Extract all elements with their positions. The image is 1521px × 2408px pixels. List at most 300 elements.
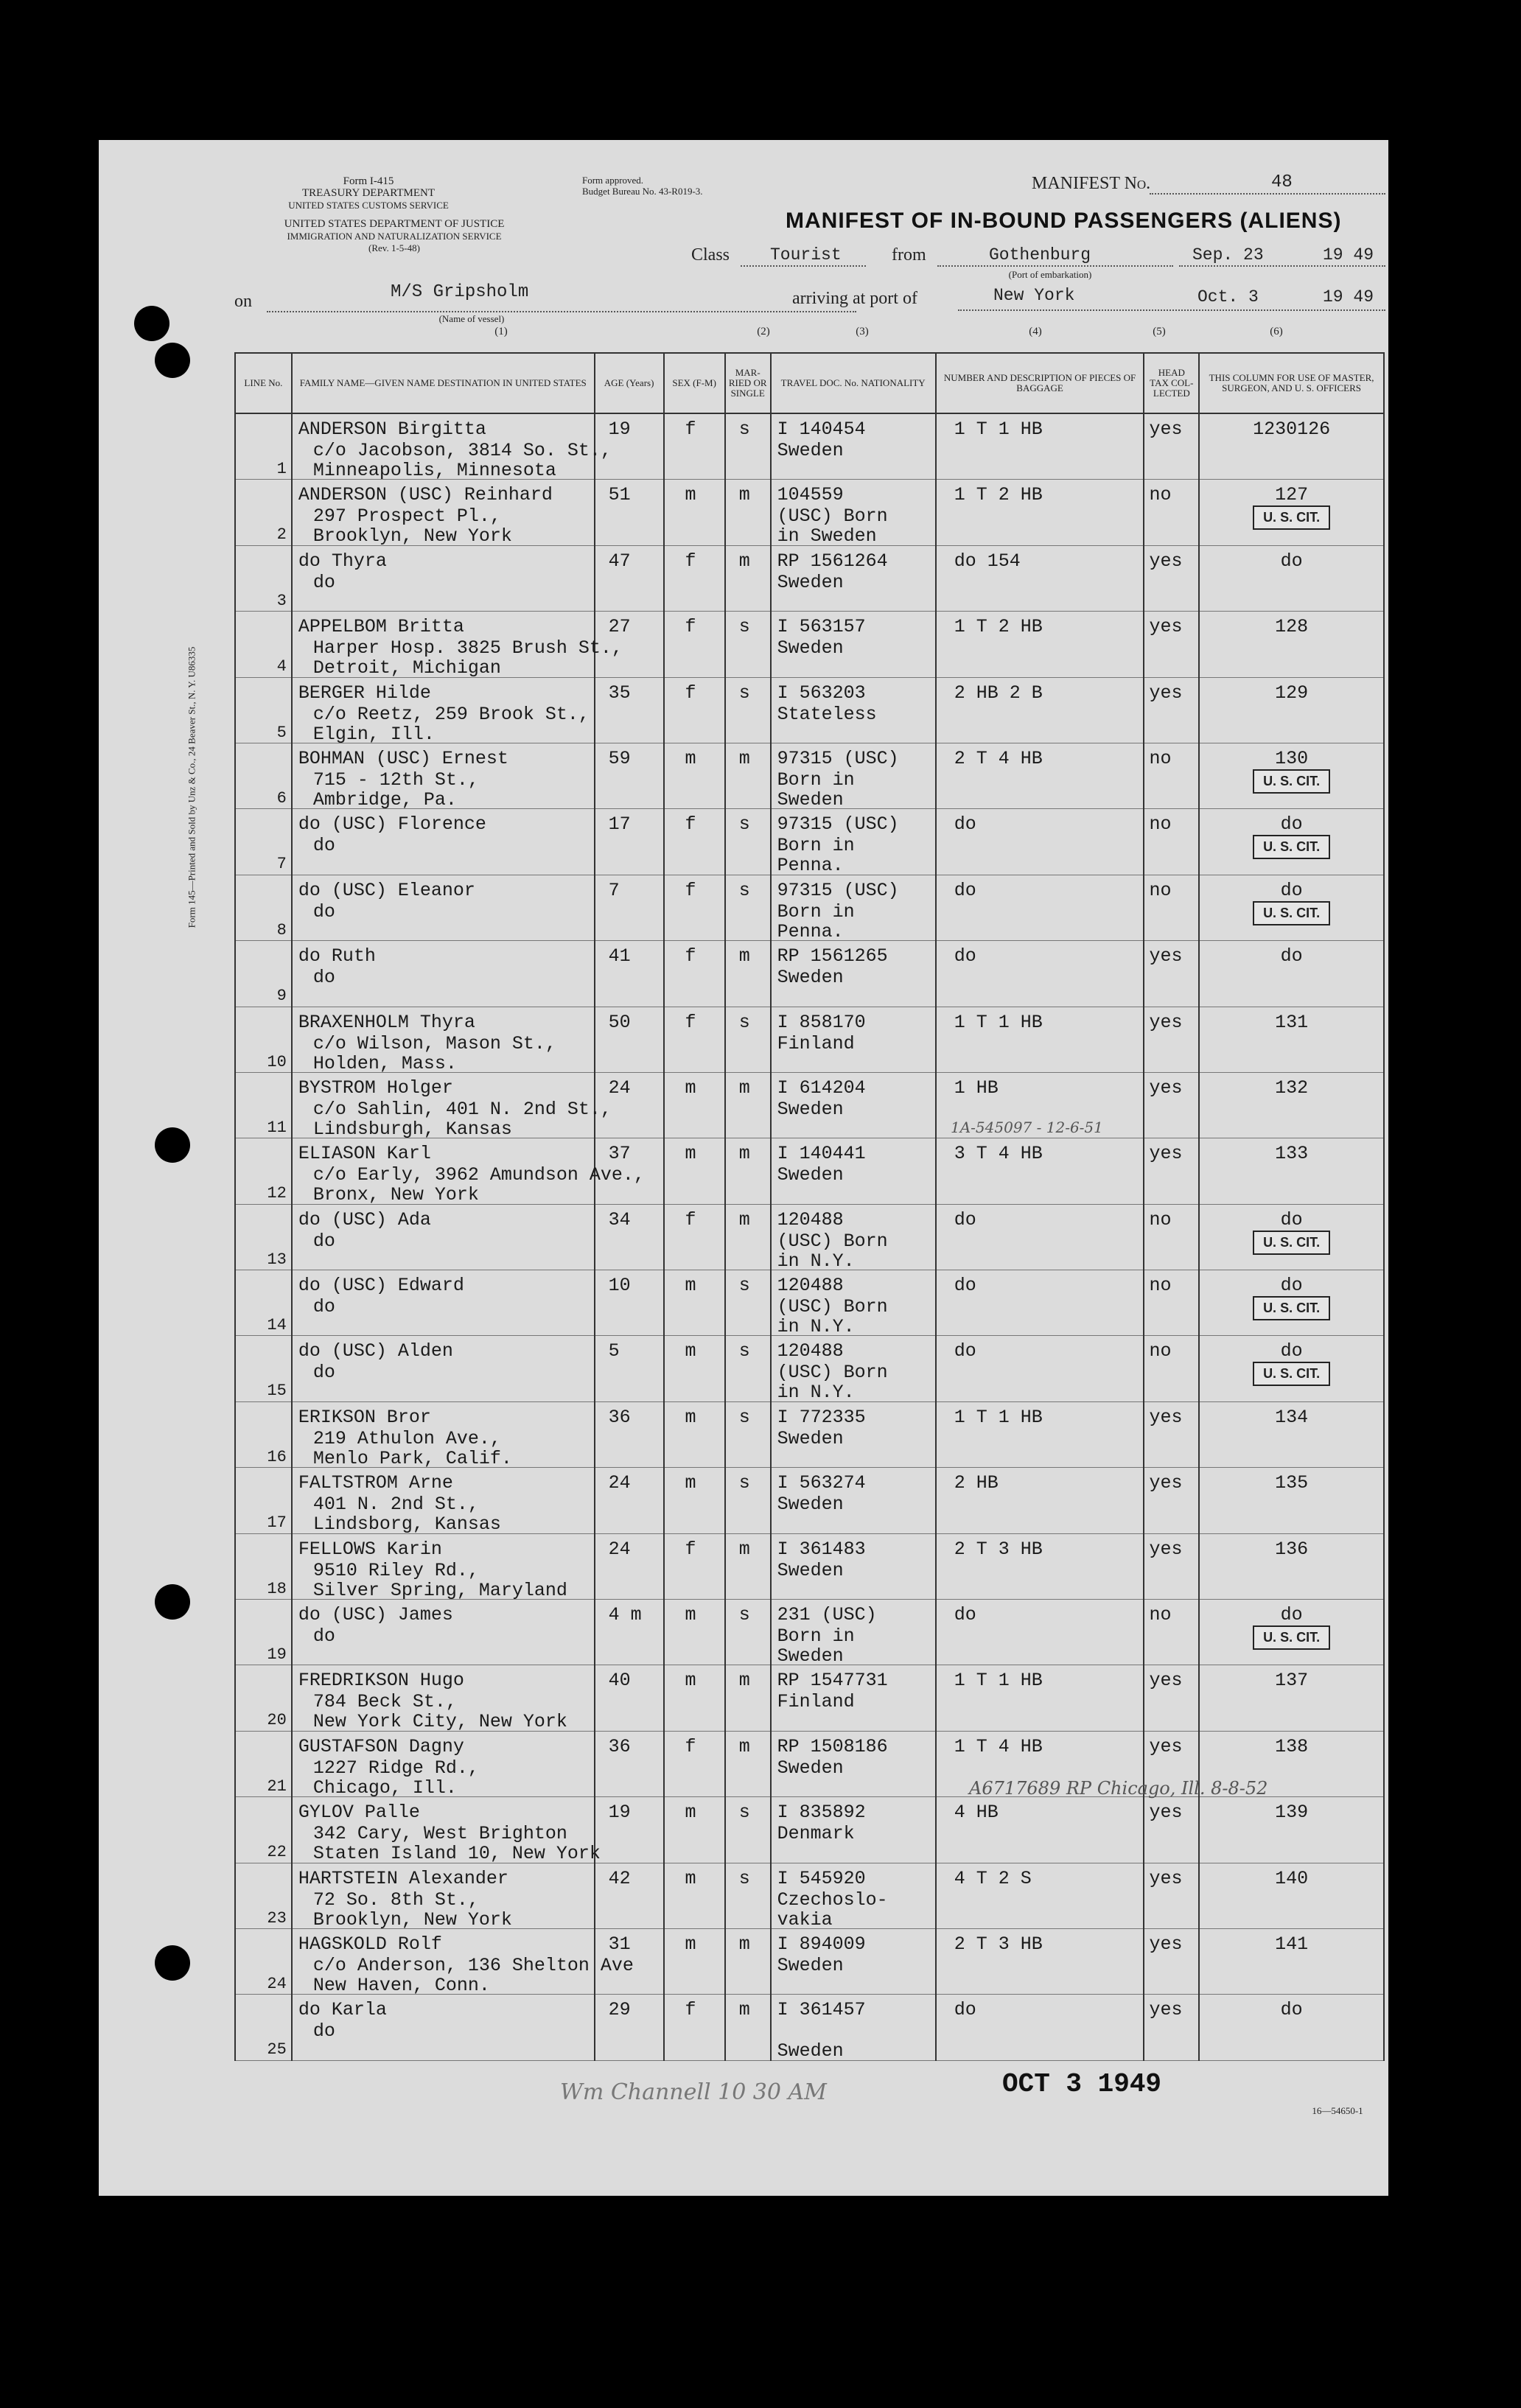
sex-value: m [685,1604,696,1626]
cell-baggage [936,1665,1144,1731]
nationality: Denmark [777,1823,855,1845]
destination-line-1: do [312,1362,335,1384]
cell-head-tax [1144,1600,1199,1665]
cell-age [595,1928,664,1994]
cell-travel-doc [771,413,936,480]
cell-line-number [235,1928,292,1994]
cell-travel-doc [771,545,936,611]
passenger-name: do (USC) Edward [298,1275,464,1297]
table-row [235,1270,1384,1336]
officer-number: 127 [1275,484,1309,506]
destination-line-1: 297 Prospect Pl., [312,505,501,528]
passenger-name: FALTSTROM Arne [298,1472,453,1494]
cell-baggage [936,1204,1144,1270]
cell-age [595,1533,664,1599]
cell-officer-use [1199,809,1384,875]
travel-doc-number: I 563274 [777,1472,866,1494]
age-value: 36 [608,1406,631,1428]
passenger-name: ANDERSON (USC) Reinhard [298,484,553,506]
cell-sex [664,413,725,480]
table-row [235,545,1384,611]
travel-doc-number: 231 (USC) [777,1604,877,1626]
handwritten-note-row11: 1A-545097 - 12-6-51 [951,1119,1103,1136]
destination-line-1: 72 So. 8th St., [312,1889,479,1911]
cell-travel-doc [771,1204,936,1270]
travel-doc-number: I 894009 [777,1933,866,1955]
marital-value: s [738,879,750,901]
vessel-name: M/S Gripsholm [391,282,529,302]
cell-officer-use [1199,677,1384,743]
cell-marital [725,1336,771,1401]
cell-marital [725,1928,771,1994]
passenger-name: do Karla [298,1999,387,2021]
marital-value: m [738,1208,750,1231]
destination-line-1: c/o Anderson, 136 Shelton Ave [312,1954,634,1976]
table-row [235,1401,1384,1467]
us-citizen-stamp: U. S. CIT. [1253,901,1330,925]
cell-head-tax [1144,1138,1199,1204]
cell-officer-use [1199,1600,1384,1665]
cell-sex [664,1138,725,1204]
cell-baggage [936,1797,1144,1863]
sex-value: f [685,1735,696,1757]
cell-name-destination [292,1665,595,1731]
travel-doc-number: I 361483 [777,1538,866,1560]
us-citizen-stamp: U. S. CIT. [1253,1231,1330,1255]
cell-name-destination [292,480,595,545]
officer-number: 138 [1275,1735,1309,1757]
cell-sex [664,1533,725,1599]
travel-doc-number: I 563157 [777,616,866,638]
nationality: Finland [777,1032,855,1054]
nationality: Born in [777,769,855,791]
line-number: 21 [267,1777,287,1796]
cell-line-number [235,1600,292,1665]
baggage-value: 1 T 2 HB [954,484,1043,506]
officer-number: do [1280,945,1303,967]
head-tax-value: no [1149,484,1172,506]
cell-sex [664,612,725,677]
cell-head-tax [1144,1665,1199,1731]
baggage-value: do [954,879,976,901]
cell-baggage [936,1336,1144,1401]
age-value: 4 m [608,1604,642,1626]
cell-name-destination [292,1336,595,1401]
departure-year: 19 49 [1323,245,1374,265]
destination-line-1: do [312,1230,335,1252]
head-tax-value: yes [1149,419,1183,440]
cell-marital [725,677,771,743]
travel-doc-number: I 140454 [777,419,866,440]
marital-value: m [738,1143,750,1165]
nationality: Finland [777,1691,855,1713]
cell-sex [664,545,725,611]
form-revision: (Rev. 1-5-48) [368,242,420,253]
passenger-name: BYSTROM Holger [298,1077,453,1099]
cell-sex [664,1072,725,1138]
cell-name-destination [292,1007,595,1072]
destination-line-1: do [312,2020,335,2043]
destination-line-1: do [312,1625,335,1648]
head-tax-value: yes [1149,1999,1183,2021]
cell-age [595,875,664,940]
cell-officer-use [1199,1533,1384,1599]
cell-marital [725,1072,771,1138]
cell-line-number [235,809,292,875]
baggage-value: do [954,1340,976,1362]
destination-line-1: do [312,967,335,989]
cell-head-tax [1144,1797,1199,1863]
baggage-value: 4 HB [954,1802,999,1824]
cell-sex [664,1665,725,1731]
arrival-date: Oct. 3 [1197,287,1259,307]
cell-name-destination [292,809,595,875]
nationality: (USC) Born [777,505,888,528]
cell-travel-doc [771,612,936,677]
cell-line-number [235,1204,292,1270]
nationality: (USC) Born [777,1362,888,1384]
cell-name-destination [292,875,595,940]
cell-baggage [936,941,1144,1007]
travel-doc-number: I 772335 [777,1406,866,1428]
sex-value: f [685,616,696,638]
marital-value: s [738,1802,750,1824]
nationality: Sweden [777,637,844,659]
col-header-married: MAR-RIED OR SINGLE [725,353,771,413]
binder-hole [155,1127,190,1163]
cell-line-number [235,677,292,743]
line-number: 1 [276,460,287,478]
cell-marital [725,1204,771,1270]
baggage-value: do [954,1275,976,1297]
col-header-travel-doc: TRAVEL DOC. No. NATIONALITY [771,353,936,413]
marital-value: m [738,1735,750,1757]
budget-bureau: Budget Bureau No. 43-R019-3. [582,186,703,197]
cell-travel-doc [771,1138,936,1204]
head-tax-value: yes [1149,1802,1183,1824]
age-value: 50 [608,1011,631,1033]
cell-officer-use [1199,941,1384,1007]
cell-name-destination [292,413,612,481]
line-number: 3 [276,591,287,610]
cell-baggage [936,1468,1144,1533]
cell-sex [664,743,725,808]
line-number: 22 [267,1843,287,1862]
sex-value: f [685,1208,696,1231]
line-number: 9 [276,987,287,1006]
destination-line-2: Elgin, Ill. [312,723,435,745]
col-num-2: (2) [757,326,770,337]
marital-value: m [738,1538,750,1560]
travel-doc-number: I 858170 [777,1011,866,1033]
officer-number: 129 [1275,682,1309,704]
us-citizen-stamp: U. S. CIT. [1253,769,1330,794]
cell-travel-doc [771,1995,936,2060]
us-citizen-stamp: U. S. CIT. [1253,505,1330,530]
nationality: Sweden [777,1427,844,1449]
baggage-value: 1 HB [954,1077,999,1099]
travel-doc-number: 120488 [777,1208,844,1231]
sex-value: f [685,813,696,836]
on-label: on [234,292,252,311]
age-value: 7 [608,879,620,901]
sex-value: m [685,1933,696,1955]
destination-line-1: c/o Sahlin, 401 N. 2nd St., [312,1098,612,1120]
age-value: 29 [608,1999,631,2021]
line-number: 6 [276,788,287,808]
cell-age [595,1336,664,1401]
cell-line-number [235,1072,292,1138]
officer-number: 134 [1275,1406,1309,1428]
cell-age [595,1007,664,1072]
age-value: 51 [608,484,631,506]
line-number: 24 [267,1974,287,1993]
cell-line-number [235,743,292,808]
cell-line-number [235,413,292,480]
cell-baggage [936,1270,1144,1336]
age-value: 42 [608,1867,631,1889]
line-number: 5 [276,723,287,742]
cell-head-tax [1144,1007,1199,1072]
officer-number: do [1280,1604,1303,1626]
sex-value: m [685,1670,696,1692]
cell-head-tax [1144,480,1199,545]
line-number: 15 [267,1382,287,1401]
cell-sex [664,480,725,545]
table-row [235,809,1384,875]
table-row [235,677,1384,743]
cell-head-tax [1144,1863,1199,1928]
age-value: 24 [608,1077,631,1099]
line-number: 4 [276,657,287,676]
from-label: from [892,245,926,265]
nationality-cont: Sweden [777,2040,844,2062]
cell-officer-use [1199,1797,1384,1863]
passenger-name: BOHMAN (USC) Ernest [298,747,508,769]
cell-line-number [235,612,292,677]
table-row [235,1072,1384,1138]
cell-name-destination [292,1533,595,1599]
destination-line-2: Menlo Park, Calif. [312,1447,512,1469]
printer-note: Form 145—Printed and Sold by Unz & Co., 24 Beaver St., N. Y. U86335 [186,646,197,928]
cell-line-number [235,1401,292,1467]
cell-baggage [936,1007,1144,1072]
manifest-no-value: 48 [1271,172,1293,192]
marital-value: s [738,1275,750,1297]
cell-marital [725,743,771,808]
head-tax-value: yes [1149,1406,1183,1428]
destination-line-1: do [312,835,335,857]
cell-officer-use [1199,875,1384,940]
destination-line-2: Lindsborg, Kansas [312,1513,501,1536]
cell-age [595,1138,664,1204]
destination-line-1: 342 Cary, West Brighton [312,1823,567,1845]
sex-value: m [685,1340,696,1362]
travel-doc-number: RP 1561265 [777,945,888,967]
officer-number: do [1280,1340,1303,1362]
sex-value: f [685,419,696,440]
cell-baggage [936,480,1144,545]
destination-line-1: do [312,1296,335,1318]
age-value: 40 [608,1670,631,1692]
cell-sex [664,1270,725,1336]
line-number: 13 [267,1250,287,1269]
destination-line-2: Bronx, New York [312,1184,479,1206]
cell-marital [725,1270,771,1336]
treasury-dept: TREASURY DEPARTMENT [301,187,436,199]
cell-head-tax [1144,1204,1199,1270]
cell-officer-use [1199,612,1384,677]
cell-name-destination [292,1995,595,2060]
cell-age [595,1468,664,1533]
travel-doc-number: 120488 [777,1340,844,1362]
marital-value: s [738,419,750,440]
cell-travel-doc [771,1533,936,1599]
officer-number: 141 [1275,1933,1309,1955]
passenger-name: APPELBOM Britta [298,616,464,638]
travel-doc-number: 97315 (USC) [777,747,899,769]
class-label: Class [691,245,730,265]
cell-sex [664,1600,725,1665]
cell-baggage [936,1928,1144,1994]
head-tax-value: yes [1149,1735,1183,1757]
age-value: 41 [608,945,631,967]
passenger-name: HARTSTEIN Alexander [298,1867,508,1889]
manifest-no-label: MANIFEST No. [1032,174,1151,193]
head-tax-value: yes [1149,616,1183,638]
cell-officer-use [1199,413,1384,480]
baggage-value: 3 T 4 HB [954,1143,1043,1165]
marital-value: m [738,1670,750,1692]
cell-name-destination [292,1797,601,1865]
nationality-cont: in N.Y. [777,1250,855,1272]
sex-value: m [685,747,696,769]
cell-marital [725,1007,771,1072]
cell-sex [664,1468,725,1533]
officer-number: 131 [1275,1011,1309,1033]
cell-marital [725,875,771,940]
cell-marital [725,1665,771,1731]
cell-officer-use [1199,545,1384,611]
cell-head-tax [1144,1336,1199,1401]
passenger-name: do Thyra [298,550,387,572]
cell-sex [664,677,725,743]
us-citizen-stamp: U. S. CIT. [1253,1625,1330,1650]
nationality: Sweden [777,1098,844,1120]
travel-doc-number: I 140441 [777,1143,866,1165]
head-tax-value: no [1149,1340,1172,1362]
cell-baggage [936,612,1144,677]
col-header-baggage: NUMBER AND DESCRIPTION OF PIECES OF BAGGAGE [936,353,1144,413]
line-number: 25 [267,2040,287,2059]
cell-sex [664,941,725,1007]
passenger-name: GYLOV Palle [298,1802,420,1824]
cell-age [595,743,664,808]
baggage-value: 2 HB [954,1472,999,1494]
cell-travel-doc [771,677,936,743]
officer-number: 140 [1275,1867,1309,1889]
marital-value: s [738,813,750,836]
cell-age [595,480,664,545]
marital-value: m [738,484,750,506]
cell-travel-doc [771,1072,936,1138]
cell-line-number [235,1468,292,1533]
departure-date: Sep. 23 [1192,245,1264,265]
nationality-cont: in Sweden [777,525,877,547]
destination-line-1: c/o Wilson, Mason St., [312,1032,556,1054]
line-number: 19 [267,1645,287,1665]
cell-officer-use [1199,480,1384,545]
form-approved: Form approved. [582,175,644,186]
marital-value: s [738,1340,750,1362]
vessel-note: (Name of vessel) [438,313,505,324]
cell-line-number [235,545,292,611]
cell-marital [725,413,771,480]
cell-baggage [936,1863,1144,1928]
cell-head-tax [1144,1072,1199,1138]
cell-age [595,1072,664,1138]
destination-line-1: 219 Athulon Ave., [312,1427,501,1449]
sex-value: m [685,1406,696,1428]
cell-age [595,1797,664,1863]
cell-name-destination [292,1600,595,1665]
col-header-sex: SEX (F-M) [664,353,725,413]
sex-value: m [685,1143,696,1165]
cell-travel-doc [771,1336,936,1404]
embark-port-note: (Port of embarkation) [1008,269,1092,280]
cell-head-tax [1144,1401,1199,1467]
cell-line-number [235,1731,292,1796]
destination-line-1: c/o Early, 3962 Amundson Ave., [312,1164,645,1186]
baggage-value: 2 T 3 HB [954,1933,1043,1955]
travel-doc-number: 97315 (USC) [777,879,899,901]
cell-marital [725,1731,771,1796]
binder-hole [134,306,169,341]
table-row [235,1204,1384,1270]
baggage-value: 1 T 4 HB [954,1735,1043,1757]
col-num-5: (5) [1153,326,1166,337]
cell-officer-use [1199,1072,1384,1138]
baggage-value: 1 T 1 HB [954,1406,1043,1428]
marital-value: m [738,550,750,572]
justice-dept: UNITED STATES DEPARTMENT OF JUSTICE [284,218,505,230]
cell-officer-use [1199,1270,1384,1336]
destination-line-2: Minneapolis, Minnesota [312,460,556,481]
class-value: Tourist [770,245,842,265]
passenger-name: HAGSKOLD Rolf [298,1933,442,1955]
nationality-cont: in N.Y. [777,1382,855,1404]
nationality-cont: Penna. [777,920,844,942]
passenger-name: do Ruth [298,945,376,967]
col-num-6: (6) [1270,326,1283,337]
cell-travel-doc [771,1270,936,1336]
destination-line-2: Staten Island 10, New York [312,1843,601,1865]
cell-sex [664,1007,725,1072]
line-number: 14 [267,1316,287,1335]
us-citizen-stamp: U. S. CIT. [1253,1296,1330,1320]
customs-service: UNITED STATES CUSTOMS SERVICE [288,200,449,211]
cell-name-destination [292,1863,595,1931]
destination-line-2: Ambridge, Pa. [312,788,457,811]
cell-travel-doc [771,1797,936,1863]
cell-line-number [235,875,292,940]
officer-number: 136 [1275,1538,1309,1560]
destination-line-2: New Haven, Conn. [312,1974,490,1996]
form-number: Form I-415 [343,175,394,187]
cell-name-destination [292,1270,595,1336]
line-number: 7 [276,855,287,874]
baggage-value: do [954,945,976,967]
